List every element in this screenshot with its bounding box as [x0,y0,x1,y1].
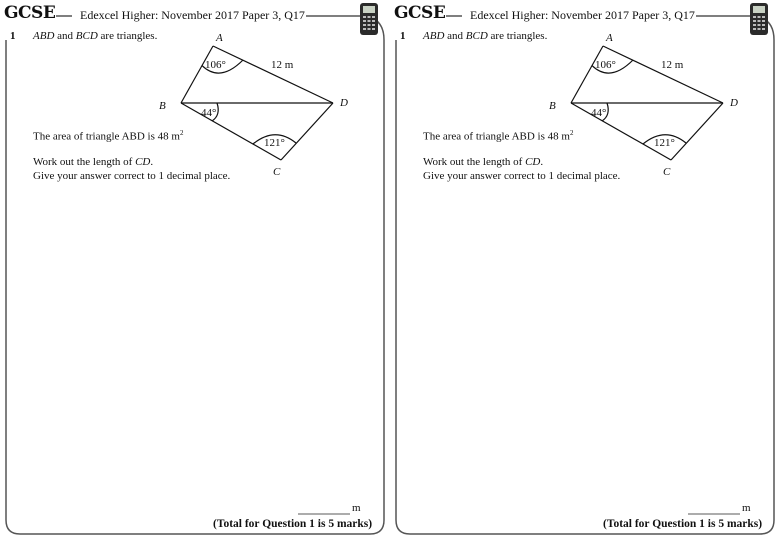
question-number: 1 [10,30,16,42]
vertex-label-b: B [549,100,556,112]
question-number: 1 [400,30,406,42]
vertex-label-c: C [273,166,281,178]
question-instruction: Work out the length of CD. [33,156,154,168]
gcse-logo: GCSE [4,3,56,23]
total-marks: (Total for Question 1 is 5 marks) [603,518,763,530]
vertex-label-c: C [663,166,671,178]
decimal-instruction: Give your answer correct to 1 decimal place. [423,170,621,182]
paper-title: Edexcel Higher: November 2017 Paper 3, Q17 [470,8,695,22]
angle-label-b: 44° [201,107,217,119]
decimal-instruction: Give your answer correct to 1 decimal place. [33,170,231,182]
angle-label-a: 106° [595,59,616,71]
vertex-label-d: D [340,97,348,109]
paper-title: Edexcel Higher: November 2017 Paper 3, Q17 [80,8,305,22]
total-marks: (Total for Question 1 is 5 marks) [213,518,373,530]
angle-label-c: 121° [264,137,285,149]
side-label-ad: 12 m [271,59,294,71]
answer-unit: m [742,502,751,514]
angle-label-c: 121° [654,137,675,149]
vertex-label-a: A [606,32,613,44]
side-label-ad: 12 m [661,59,684,71]
angle-label-a: 106° [205,59,226,71]
gcse-logo: GCSE [394,3,446,23]
question-intro: ABD and BCD are triangles. [33,30,158,42]
angle-label-b: 44° [591,107,607,119]
area-statement: The area of triangle ABD is 48 $m^2$ [423,129,574,143]
vertex-label-b: B [159,100,166,112]
vertex-label-a: A [216,32,223,44]
area-statement: The area of triangle ABD is 48 $m^2$ [33,129,184,143]
worksheet-page-right [390,0,780,540]
question-instruction: Work out the length of CD. [423,156,544,168]
question-intro: ABD and BCD are triangles. [423,30,548,42]
vertex-label-d: D [730,97,738,109]
answer-unit: m [352,502,361,514]
